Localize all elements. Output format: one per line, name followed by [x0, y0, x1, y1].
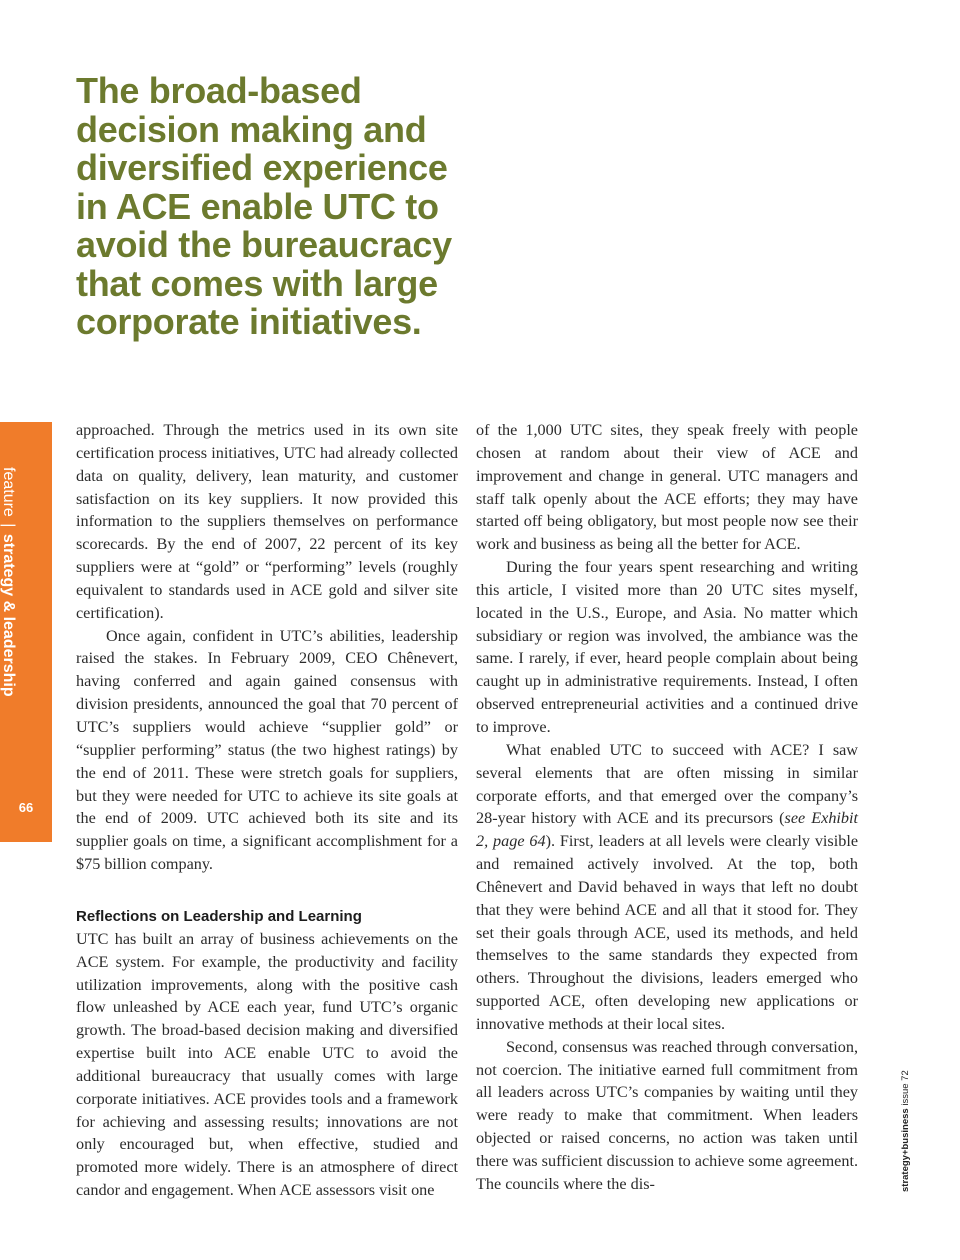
left-column	[76, 419, 458, 1202]
paragraph: Once again, confident in UTC’s abilities, leadership raised the stakes. In February 2009, CEO Chênevert, having conferred and again gained consensus with division presidents, announced the goal that 70 percent of UTC’s suppliers would achieve “supplier gold” or “supplier performing” status (the two highest ratings) by the end of 2011. These were stretch goals for suppliers, but they were needed for UTC to achieve its site goals at the end of 2009. UTC achieved both its site and its supplier goals on time, a significant accomplishment for a $75 billion company.	[76, 626, 458, 874]
section-label	[0, 467, 17, 697]
paragraph: UTC has built an array of business achievements on the ACE system. For example, the productivity and facility utilization improvements, along with the positive cash flow unleashed by ACE each year, fund UTC’s organic growth. The broad-based decision making and diversified expertise built into ACE enable UTC to avoid the additional bureaucracy that usually comes with large corporate initiatives. ACE provides tools and a framework for achieving and assessing results; innovations are not only encouraged but, when effective, studied and promoted more widely. There is an atmosphere of direct candor and engagement. When ACE assessors visit one	[76, 929, 458, 1200]
magazine-issue: issue 72	[900, 1070, 911, 1106]
section-name: feature	[0, 467, 17, 517]
page-number: 66	[18, 800, 34, 815]
section-heading: Reflections on Leadership and Learning	[76, 907, 362, 925]
right-column	[476, 419, 858, 1196]
magazine-brand: strategy+business	[900, 1108, 911, 1192]
paragraph: Second, consensus was reached through conversation, not coercion. The initiative earned full commitment from all leaders across UTC’s companies by waiting until they were ready to make that commitment. When leaders objected or raised concerns, no action was taken until there was sufficient discussion to achieve some agreement. The councils where the dis-	[476, 1037, 858, 1193]
paragraph: During the four years spent researching and writing this article, I visited more than 20 UTC sites myself, located in the U.S., Europe, and Asia. No matter which subsidiary or region was involved, the ambiance was the same. I rarely, if ever, heard people complain about being caught up in administrative requirements. Instead, I often observed entrepreneurial activities and a continued drive to improve.	[476, 558, 858, 736]
paragraph: approached. Through the metrics used in its own site certification process initiatives, UTC had already collected data on quality, delivery, lean maturity, and customer satisfaction on its key suppliers. It now provided this information to the suppliers themselves on performance scorecards. By the end of 2007, 22 percent of its key suppliers were at “gold” or “performing” levels (roughly equivalent to standards used in ACE gold and silver site certification).	[76, 421, 458, 622]
paragraph	[476, 739, 858, 1036]
paragraph-text: ). First, leaders at all levels were clearly visible and remained actively involved. At the top, both Chênevert and David behaved in ways that left no doubt that they were behind ACE and all that it stood for. They set their goals through ACE, used its methods, and held themselves to the same standards they expected from others. Throughout the divisions, leaders emerged who supported ACE, often developing new applications or innovative methods at their local sites.	[476, 832, 859, 1033]
paragraph-text: What enabled UTC to succeed with ACE? I saw several elements that are often missing in similar corporate efforts, and that emerged over the company’s 28-year history with ACE and its precursors (	[476, 740, 858, 828]
paragraph: of the 1,000 UTC sites, they speak freely with people chosen at random about their view of ACE and improvement and change in general. UTC managers and staff talk openly about the ACE efforts; they may have started off being obligatory, but most people now see their work and business as being all the better for ACE.	[476, 421, 858, 554]
pull-quote: The broad-based decision making and diversified experience in ACE enable UTC to avoid the bureaucracy that comes with large corporate initiatives.	[76, 70, 452, 342]
exhibit-reference: see Exhibit 2, page 64	[476, 809, 859, 851]
section-topic: strategy & leadership	[0, 533, 17, 697]
section-separator: |	[0, 523, 17, 528]
magazine-footer	[900, 1070, 911, 1192]
